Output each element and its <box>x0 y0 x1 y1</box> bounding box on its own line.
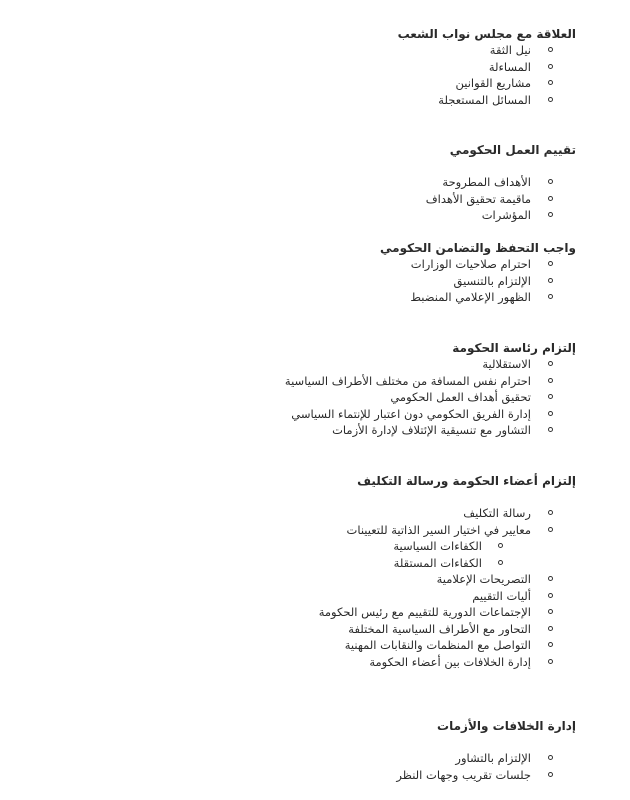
bullet-list <box>36 750 576 783</box>
circle-bullet-icon <box>548 394 553 399</box>
circle-bullet-icon <box>548 64 553 69</box>
list-item: التواصل مع المنظمات والنقابات المهنية <box>36 637 576 654</box>
list-item: ماقيمة تحقيق الأهداف <box>36 191 576 208</box>
section-heading: واجب التحفظ والتضامن الحكومي <box>380 241 576 255</box>
circle-bullet-icon <box>548 97 553 102</box>
section-government-evaluation <box>36 142 576 224</box>
list-item: التحاور مع الأطراف السياسية المختلفة <box>36 621 576 638</box>
list-item: الكفاءات المستقلة <box>36 555 576 572</box>
circle-bullet-icon <box>548 411 553 416</box>
circle-bullet-icon <box>548 196 553 201</box>
circle-bullet-icon <box>548 378 553 383</box>
list-item: الأهداف المطروحة <box>36 174 576 191</box>
circle-bullet-icon <box>548 642 553 647</box>
circle-bullet-icon <box>548 755 553 760</box>
list-item: تحقيق أهداف العمل الحكومي <box>36 389 576 406</box>
circle-bullet-icon <box>548 212 553 217</box>
circle-bullet-icon <box>548 527 553 532</box>
list-item: احترام نفس المسافة من مختلف الأطراف السياسية <box>36 373 576 390</box>
circle-bullet-icon <box>498 560 503 565</box>
circle-bullet-icon <box>548 80 553 85</box>
circle-bullet-icon <box>548 427 553 432</box>
section-heading: تقييم العمل الحكومي <box>449 143 576 157</box>
list-item: المسائل المستعجلة <box>36 92 576 109</box>
circle-bullet-icon <box>548 772 553 777</box>
section-members-commitment <box>36 473 576 670</box>
list-item: الإجتماعات الدورية للتقييم مع رئيس الحكومة <box>36 604 576 621</box>
list-item: مشاريع القوانين <box>36 75 576 92</box>
list-item: جلسات تقريب وجهات النظر <box>36 767 576 784</box>
list-item: الكفاءات السياسية <box>36 538 576 555</box>
bullet-list <box>36 356 576 439</box>
circle-bullet-icon <box>548 179 553 184</box>
list-item: معايير في اختيار السير الذاتية للتعيينات <box>36 522 576 539</box>
bullet-list <box>36 174 576 224</box>
section-conflict-management <box>36 718 576 783</box>
list-item: رسالة التكليف <box>36 505 576 522</box>
list-item: الظهور الإعلامي المنضبط <box>36 289 576 306</box>
section-presidency-commitment <box>36 340 576 439</box>
circle-bullet-icon <box>548 47 553 52</box>
circle-bullet-icon <box>498 543 503 548</box>
section-heading: إلتزام رئاسة الحكومة <box>452 341 576 355</box>
circle-bullet-icon <box>548 261 553 266</box>
section-reserve-solidarity <box>36 240 576 306</box>
list-item: الاستقلالية <box>36 356 576 373</box>
list-item: نيل الثقة <box>36 42 576 59</box>
circle-bullet-icon <box>548 593 553 598</box>
circle-bullet-icon <box>548 576 553 581</box>
list-item: أليات التقييم <box>36 588 576 605</box>
circle-bullet-icon <box>548 659 553 664</box>
bullet-list <box>36 505 576 670</box>
circle-bullet-icon <box>548 626 553 631</box>
list-item: المؤشرات <box>36 207 576 224</box>
list-item: المساءلة <box>36 59 576 76</box>
bullet-list <box>36 42 576 108</box>
circle-bullet-icon <box>548 361 553 366</box>
section-heading: إدارة الخلافات والأزمات <box>437 719 576 733</box>
list-item: احترام صلاحيات الوزارات <box>36 256 576 273</box>
section-heading: إلتزام أعضاء الحكومة ورسالة التكليف <box>357 474 576 488</box>
list-item: التشاور مع تنسيقية الإئتلاف لإدارة الأزمات <box>36 422 576 439</box>
bullet-list <box>36 256 576 306</box>
section-heading: العلاقة مع مجلس نواب الشعب <box>397 27 576 41</box>
list-item: إدارة الخلافات بين أعضاء الحكومة <box>36 654 576 671</box>
list-item: إدارة الفريق الحكومي دون اعتبار للإنتماء السياسي <box>36 406 576 423</box>
circle-bullet-icon <box>548 294 553 299</box>
list-item: الإلتزام بالتشاور <box>36 750 576 767</box>
section-parliament-relations <box>36 26 576 108</box>
list-item: الإلتزام بالتنسيق <box>36 273 576 290</box>
circle-bullet-icon <box>548 278 553 283</box>
nested-bullet-list <box>36 538 576 571</box>
circle-bullet-icon <box>548 609 553 614</box>
circle-bullet-icon <box>548 510 553 515</box>
list-item: التصريحات الإعلامية <box>36 571 576 588</box>
nested-list-container <box>36 538 576 571</box>
